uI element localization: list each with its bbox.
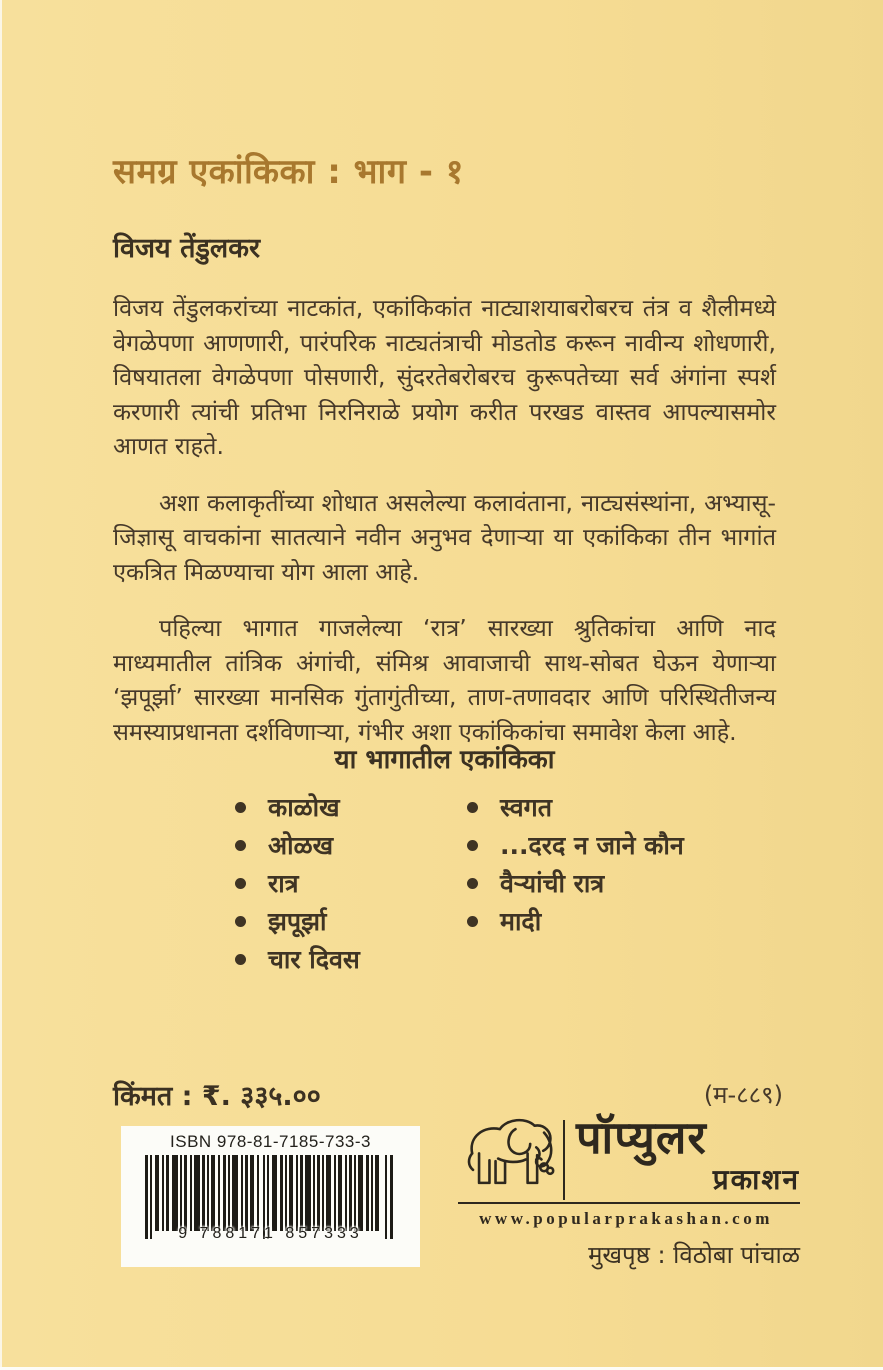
bullet-icon [467, 840, 478, 851]
publisher-name-line1: पॉप्युलर [576, 1111, 707, 1164]
play-title: ओळख [268, 831, 334, 860]
isbn-barcode [121, 1126, 420, 1267]
bullet-icon [235, 916, 246, 927]
bullet-icon [467, 802, 478, 813]
list-item [467, 790, 552, 824]
blurb-paragraph-2: अशा कलाकृतींच्या शोधात असलेल्या कलावंताना, नाट्यसंस्थांना, अभ्यासू-जिज्ञासू वाचकांना सातत्याने नवीन अनुभव देणाऱ्या या एकांकिका तीन भागांत एकत्रित मिळण्याचा योग आला आहे. [113, 488, 776, 586]
play-title: चार दिवस [268, 945, 360, 974]
barcode-digits: 9 788171 857333 [178, 1225, 363, 1242]
isbn-number: ISBN 978-81-7185-733-3 [170, 1132, 371, 1151]
publisher-website: www.popularprakashan.com [479, 1209, 773, 1228]
list-item [467, 904, 541, 938]
logo-divider [563, 1120, 565, 1200]
list-item [467, 866, 604, 900]
play-title: रात्र [268, 869, 299, 898]
bullet-icon [467, 916, 478, 927]
bullet-icon [235, 954, 246, 965]
blurb-paragraph-1: विजय तेंडुलकरांच्या नाटकांत, एकांकिकांत नाट्याशयाबरोबरच तंत्र व शैलीमध्ये वेगळेपणा आणणारी, पारंपरिक नाट्यतंत्राची मोडतोड करून नावीन्य शोधणारी, विषयातला वेगळेपणा पोसणारी, सुंदरतेबरोबरच कुरूपतेच्या सर्व अंगांना स्पर्श करणारी त्यांची प्रतिभा निरनिराळे प्रयोग करीत परखड वास्तव आपल्यासमोर आणत राहते. [113, 294, 776, 460]
play-title: काळोख [268, 793, 340, 822]
bullet-icon [235, 840, 246, 851]
bullet-icon [235, 878, 246, 889]
play-title: झपूर्झा [268, 907, 327, 936]
elephant-icon [460, 1108, 564, 1204]
list-item [235, 790, 340, 824]
author-name: विजय तेंडुलकर [113, 233, 261, 264]
blurb [113, 291, 776, 771]
book-title: समग्र एकांकिका : भाग - १ [113, 152, 464, 192]
logo-rule [458, 1202, 800, 1204]
series-code: (म-८८९) [703, 1081, 783, 1109]
price-label: किंमत : ₹. ३३५.०० [113, 1081, 321, 1112]
list-item [235, 828, 333, 862]
play-title: ...दरद न जाने कौन [500, 831, 684, 860]
list-item [235, 866, 299, 900]
bullet-icon [235, 802, 246, 813]
bullet-icon [467, 878, 478, 889]
plays-list-heading: या भागातील एकांकिका [334, 745, 555, 775]
list-item [467, 828, 684, 862]
publisher-name-line2: प्रकाशन [712, 1163, 800, 1196]
list-item [235, 942, 360, 976]
play-title: स्वगत [500, 793, 552, 822]
play-title: वैऱ्यांची रात्र [500, 869, 605, 898]
cover-designer-credit: मुखपृष्ठ : विठोबा पांचाळ [588, 1241, 800, 1269]
play-title: मादी [500, 907, 542, 936]
blurb-paragraph-3: पहिल्या भागात गाजलेल्या ‘रात्र’ सारख्या श्रुतिकांचा आणि नाद माध्यमातील तांत्रिक अंगांची, संमिश्र आवाजाची साथ-सोबत घेऊन येणाऱ्या ‘झपूर्झा’ सारख्या मानसिक गुंतागुंतीच्या, ताण-तणावदार आणि परिस्थितीजन्य समस्याप्रधानता दर्शविणाऱ्या, गंभीर अशा एकांकिकांचा समावेश केला आहे. [113, 614, 776, 746]
list-item [235, 904, 326, 938]
